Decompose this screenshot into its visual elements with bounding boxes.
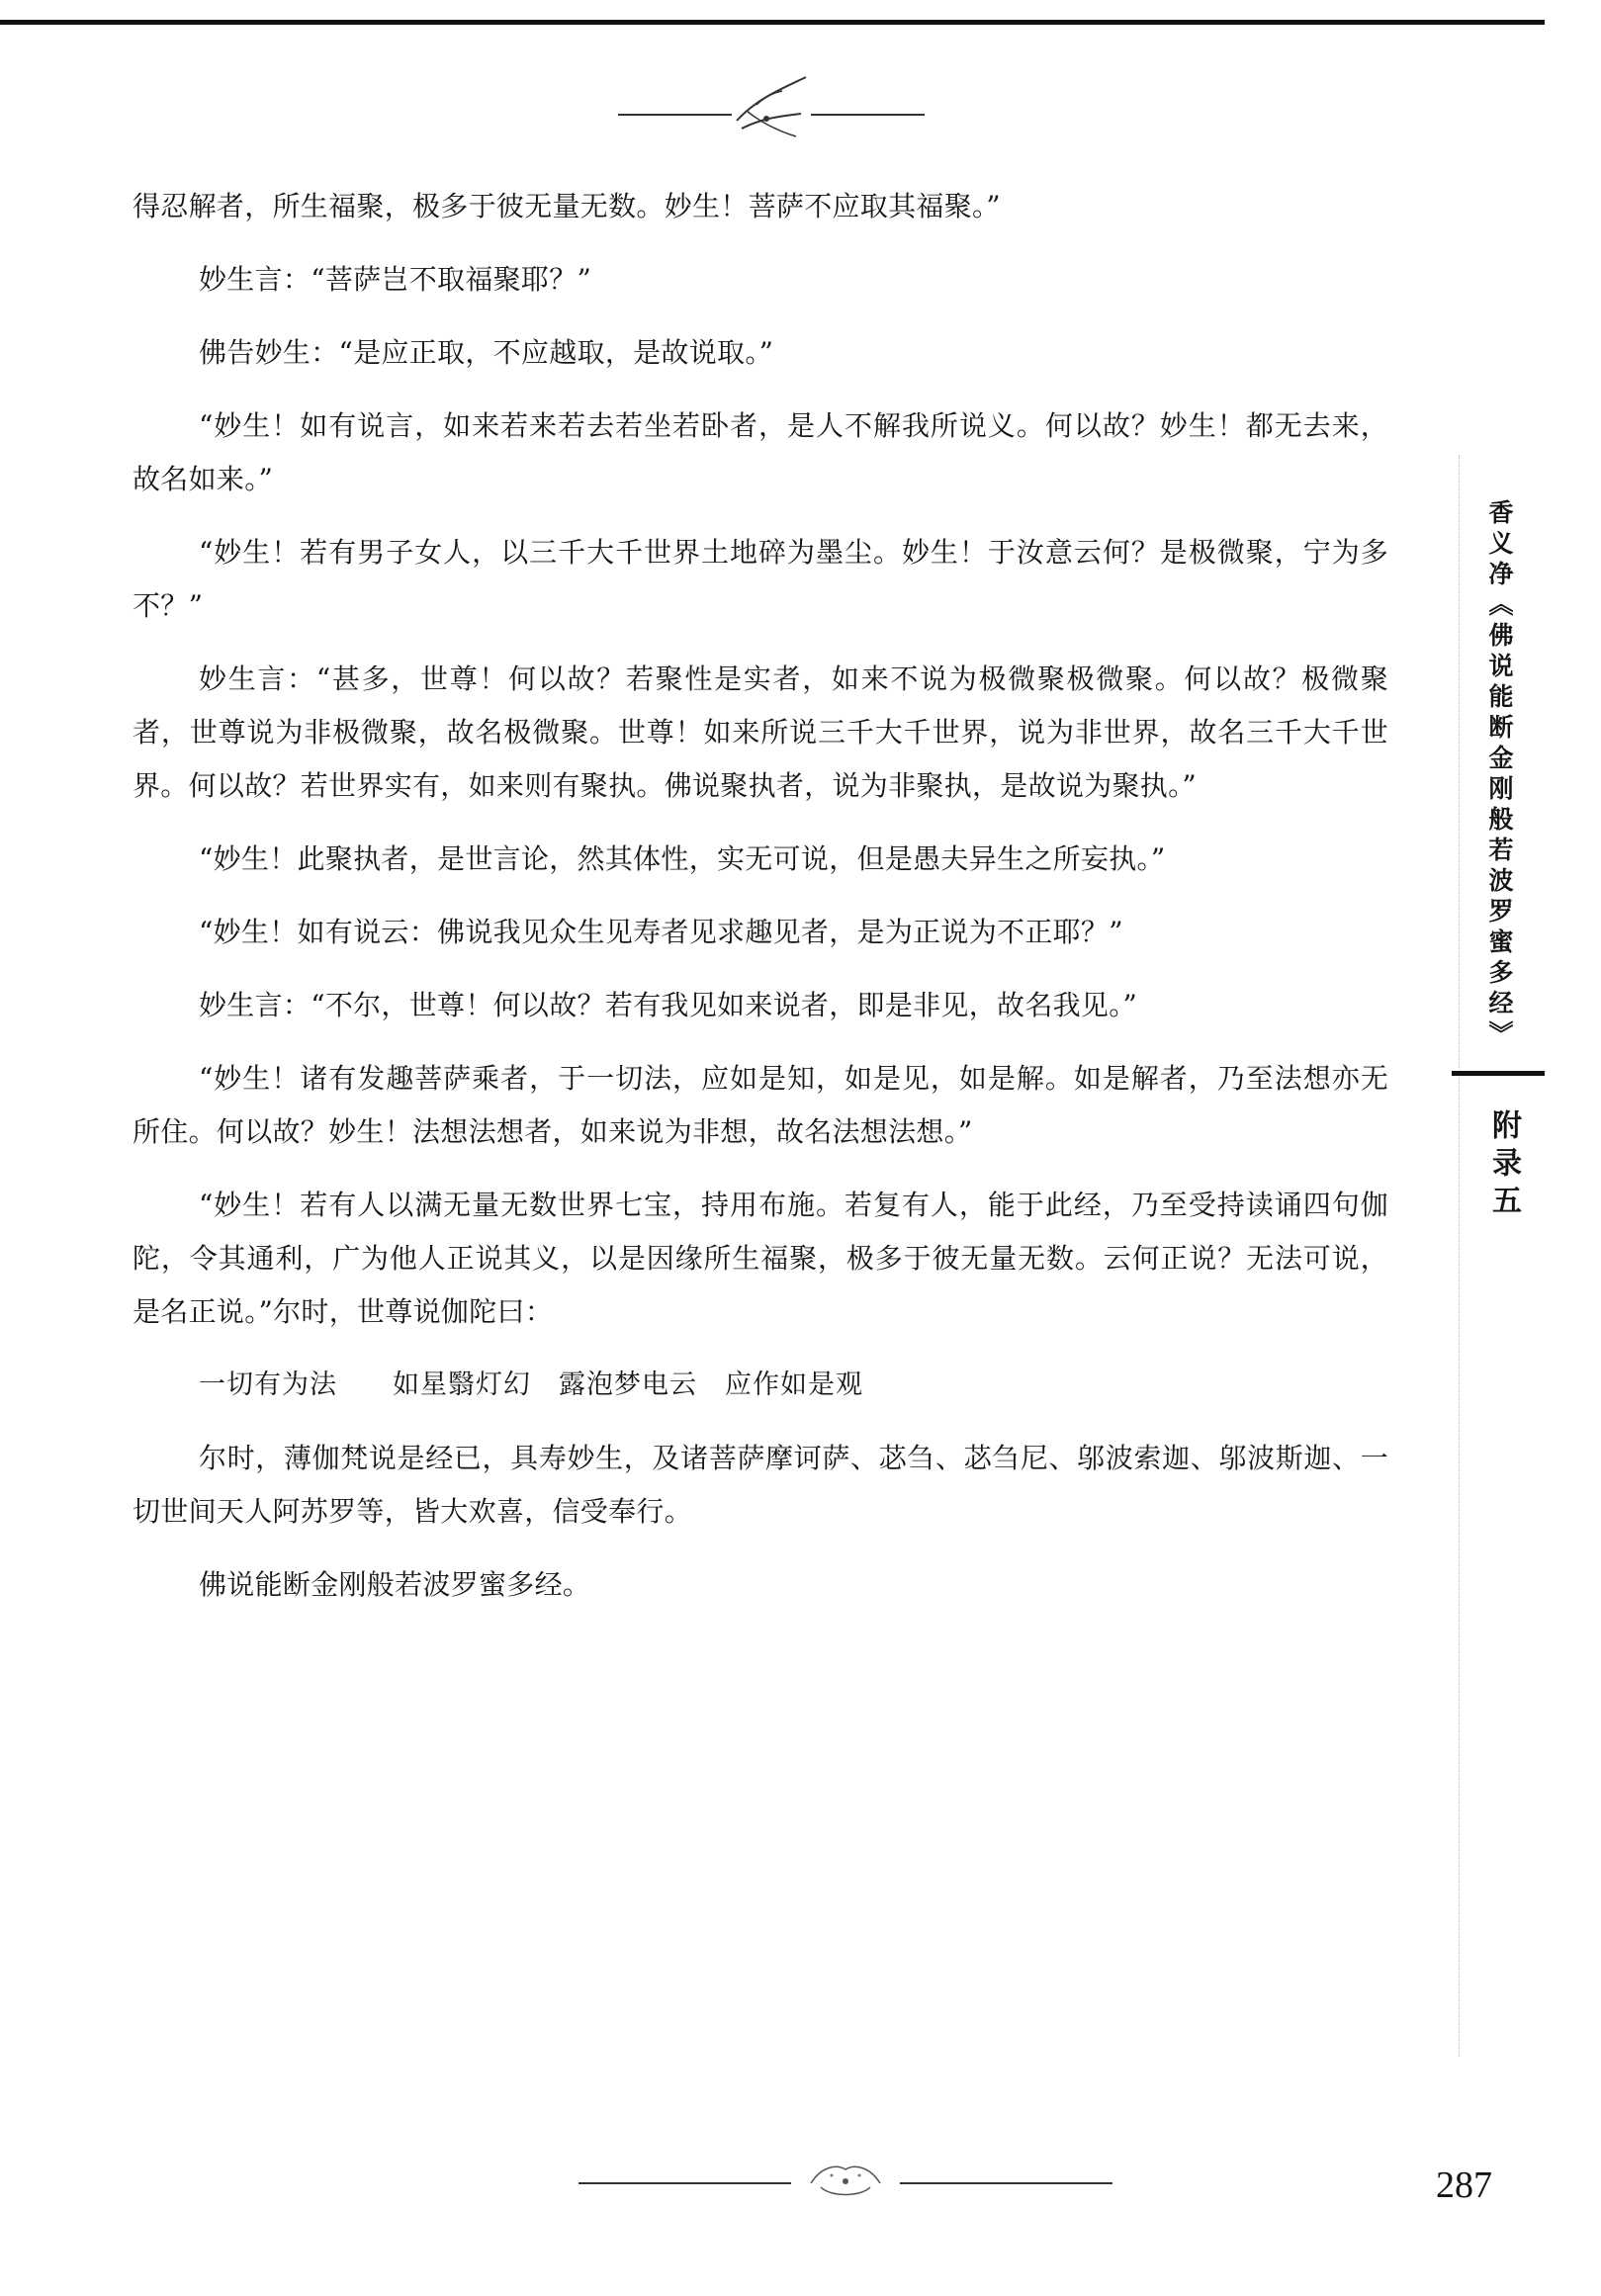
main-text [133, 180, 1388, 1632]
bottom-ornament [569, 2146, 1122, 2215]
paragraph: “妙生！如有说云：佛说我见众生见寿者见求趣见者，是为正说为不正耶？” [199, 916, 1123, 948]
appendix-label: 附录五 [1486, 1109, 1521, 1222]
sutra-end-title: 佛说能断金刚般若波罗蜜多经。 [199, 1568, 591, 1601]
top-rule [0, 20, 1545, 25]
paragraph: 妙生言：“甚多，世尊！何以故？若聚性是实者，如来不说为极微聚极微聚。何以故？极微聚者，世尊说为非极微聚，故名极微聚。世尊！如来所说三千大千世界，说为非世界，故名三千大千世界。何以故？若世界实有，如来则有聚执。佛说聚执者，说为非聚执，是故说为聚执。” [133, 662, 1388, 802]
paragraph: “妙生！如有说言，如来若来若去若坐若卧者，是人不解我所说义。何以故？妙生！都无去来，故名如来。” [133, 409, 1388, 495]
verse-gatha: 一切有为法 如星翳灯幻 露泡梦电云 应作如是观 [199, 1369, 863, 1400]
top-ornament [608, 59, 934, 148]
paragraph: “妙生！诸有发趣菩萨乘者，于一切法，应如是知，如是见，如是解。如是解者，乃至法想亦无所住。何以故？妙生！法想法想者，如来说为非想，故名法想法想。” [133, 1062, 1388, 1148]
page-number: 287 [1436, 2164, 1492, 2206]
paragraph: 得忍解者，所生福聚，极多于彼无量无数。妙生！菩萨不应取其福聚。” [133, 190, 1001, 222]
paragraph: “妙生！此聚执者，是世言论，然其体性，实无可说，但是愚夫异生之所妄执。” [199, 842, 1166, 875]
running-title: 香义净《佛说能断金刚般若波罗蜜多经》 [1485, 499, 1514, 1051]
paragraph: 佛告妙生：“是应正取，不应越取，是故说取。” [199, 336, 774, 369]
closing-paragraph: 尔时，薄伽梵说是经已，具寿妙生，及诸菩萨摩诃萨、苾刍、苾刍尼、邬波索迦、邬波斯迦、一切世间天人阿苏罗等，皆大欢喜，信受奉行。 [133, 1442, 1388, 1528]
right-border [1459, 455, 1460, 2057]
paragraph: 妙生言：“菩萨岂不取福聚耶？” [199, 263, 592, 296]
paragraph: 妙生言：“不尔，世尊！何以故？若有我见如来说者，即是非见，故名我见。” [199, 989, 1138, 1021]
side-rule [1452, 1071, 1545, 1076]
paragraph: “妙生！若有人以满无量无数世界七宝，持用布施。若复有人，能于此经，乃至受持读诵四句伽陀，令其通利，广为他人正说其义，以是因缘所生福聚，极多于彼无量无数。云何正说？无法可说，是名正说。”尔时，世尊说伽陀曰： [133, 1189, 1388, 1328]
paragraph: “妙生！若有男子女人，以三千大千世界土地碎为墨尘。妙生！于汝意云何？是极微聚，宁为多不？” [133, 536, 1388, 622]
